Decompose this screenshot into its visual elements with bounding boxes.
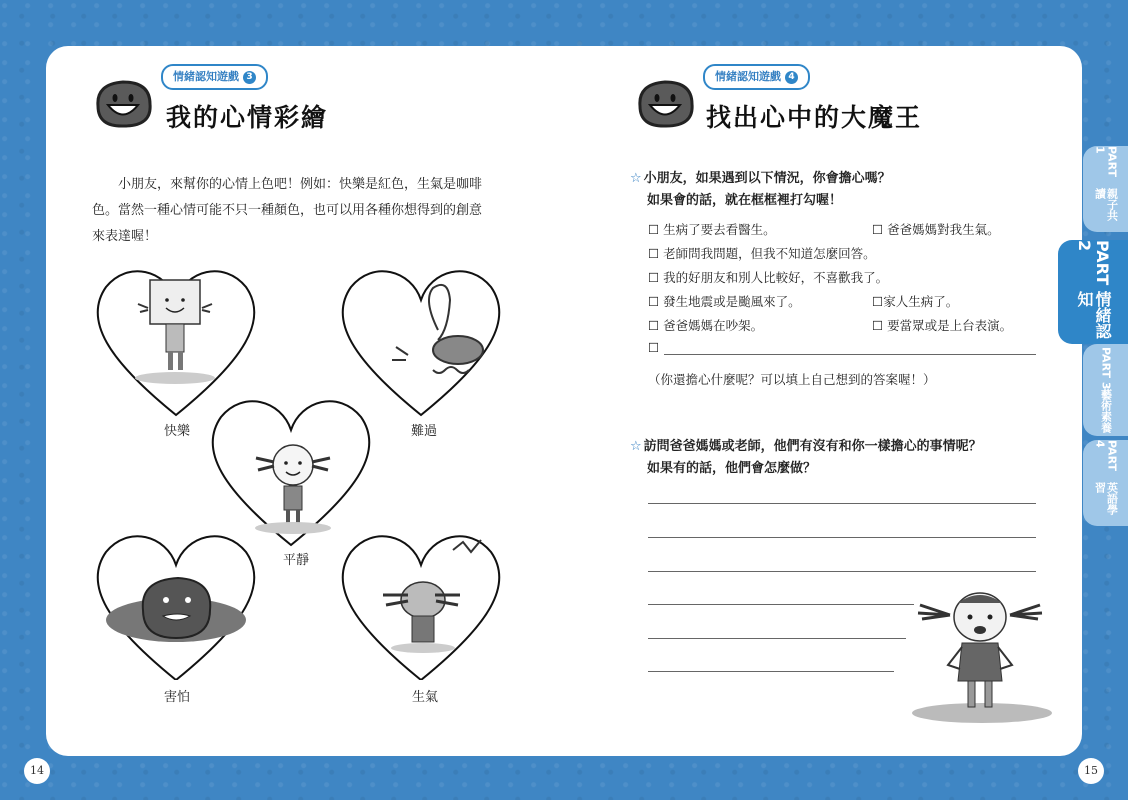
heart-label-sad: 難過 <box>411 424 438 439</box>
heart-label-angry: 生氣 <box>412 690 439 705</box>
section-label: 情緒認知遊戲 <box>173 70 239 83</box>
paragraph-line: 來表達喔！ <box>92 229 158 244</box>
question-2 <box>630 436 982 480</box>
checkbox-item-other[interactable]: ☐ <box>648 340 660 355</box>
checkbox-item[interactable]: ☐ 老師問我問題，但我不知道怎麼回答。 <box>648 246 876 261</box>
tab-part-name: 親子共讀 <box>1093 188 1119 222</box>
heart-label-happy: 快樂 <box>164 424 191 439</box>
intro-paragraph <box>92 172 512 250</box>
section-number: 4 <box>785 71 798 84</box>
question-line: 訪問爸爸媽媽或老師，他們有沒有和你一樣擔心的事情呢？ <box>643 439 982 454</box>
tab-part-1[interactable] <box>1083 146 1128 232</box>
checkbox-item[interactable]: ☐ 我的好朋友和別人比較好，不喜歡我了。 <box>648 270 889 285</box>
page-title: 找出心中的大魔王 <box>706 103 923 132</box>
section-label: 情緒認知遊戲 <box>715 70 781 83</box>
hint-note: （你還擔心什麼呢？可以填上自己想到的答案喔！） <box>648 372 936 387</box>
question-line: 如果會的話，就在框框裡打勾喔！ <box>647 193 843 208</box>
checkbox-item[interactable]: ☐ 發生地震或是颱風來了。 <box>648 294 801 309</box>
smiley-face-icon <box>632 76 698 130</box>
checkbox-item[interactable]: ☐ 爸爸媽媽在吵架。 <box>648 318 764 333</box>
tab-part-label: PART 1 <box>1093 146 1119 178</box>
answer-line[interactable] <box>648 638 906 639</box>
paragraph-line: 色。當然一種心情可能不只一種顏色，也可以用各種你想得到的創意 <box>92 203 483 218</box>
question-line: 如果有的話，他們會怎麼做？ <box>647 461 817 476</box>
question-1 <box>630 168 891 212</box>
section-number: 3 <box>243 71 256 84</box>
heart-label-fear: 害怕 <box>164 690 191 705</box>
checkbox-item[interactable]: ☐ 爸爸媽媽對我生氣。 <box>872 222 1000 237</box>
checkbox-item[interactable]: ☐ 生病了要去看醫生。 <box>648 222 776 237</box>
section-pill <box>161 64 268 90</box>
tab-part-label: PART 2 <box>1075 240 1112 286</box>
tab-part-name: 英語學習 <box>1093 482 1119 516</box>
star-icon: ☆ <box>630 439 642 454</box>
paragraph-line: 小朋友，來幫你的心情上色吧！例如：快樂是紅色，生氣是咖啡 <box>118 177 483 192</box>
tab-part-name: 情緒認知 <box>1075 291 1112 340</box>
tab-part-name: 藝術素養 <box>1099 389 1113 434</box>
tab-part-3[interactable] <box>1083 344 1128 436</box>
smiley-face-icon <box>90 76 156 130</box>
answer-line[interactable] <box>648 604 914 605</box>
answer-line[interactable] <box>648 537 1036 538</box>
checkbox-item[interactable]: ☐ 要當眾或是上台表演。 <box>872 318 1013 333</box>
page-number-right: 15 <box>1078 758 1104 784</box>
heart-label-calm: 平靜 <box>283 553 310 568</box>
tab-part-label: PART 3 <box>1099 346 1113 390</box>
tab-part-4[interactable] <box>1083 440 1128 526</box>
question-line: 小朋友，如果遇到以下情況，你會擔心嗎？ <box>643 171 891 186</box>
answer-line[interactable] <box>648 571 1036 572</box>
worried-girl-icon <box>900 585 1060 725</box>
star-icon: ☆ <box>630 171 642 186</box>
answer-line[interactable] <box>648 671 894 672</box>
write-in-line[interactable] <box>664 354 1036 355</box>
hearts-illustration <box>88 260 518 680</box>
page-title: 我的心情彩繪 <box>166 103 329 132</box>
section-pill <box>703 64 810 90</box>
tab-part-2[interactable] <box>1058 240 1128 344</box>
tab-part-label: PART 4 <box>1093 440 1119 472</box>
answer-line[interactable] <box>648 503 1036 504</box>
checkbox-item[interactable]: ☐家人生病了。 <box>872 294 959 309</box>
page-number-left: 14 <box>24 758 50 784</box>
